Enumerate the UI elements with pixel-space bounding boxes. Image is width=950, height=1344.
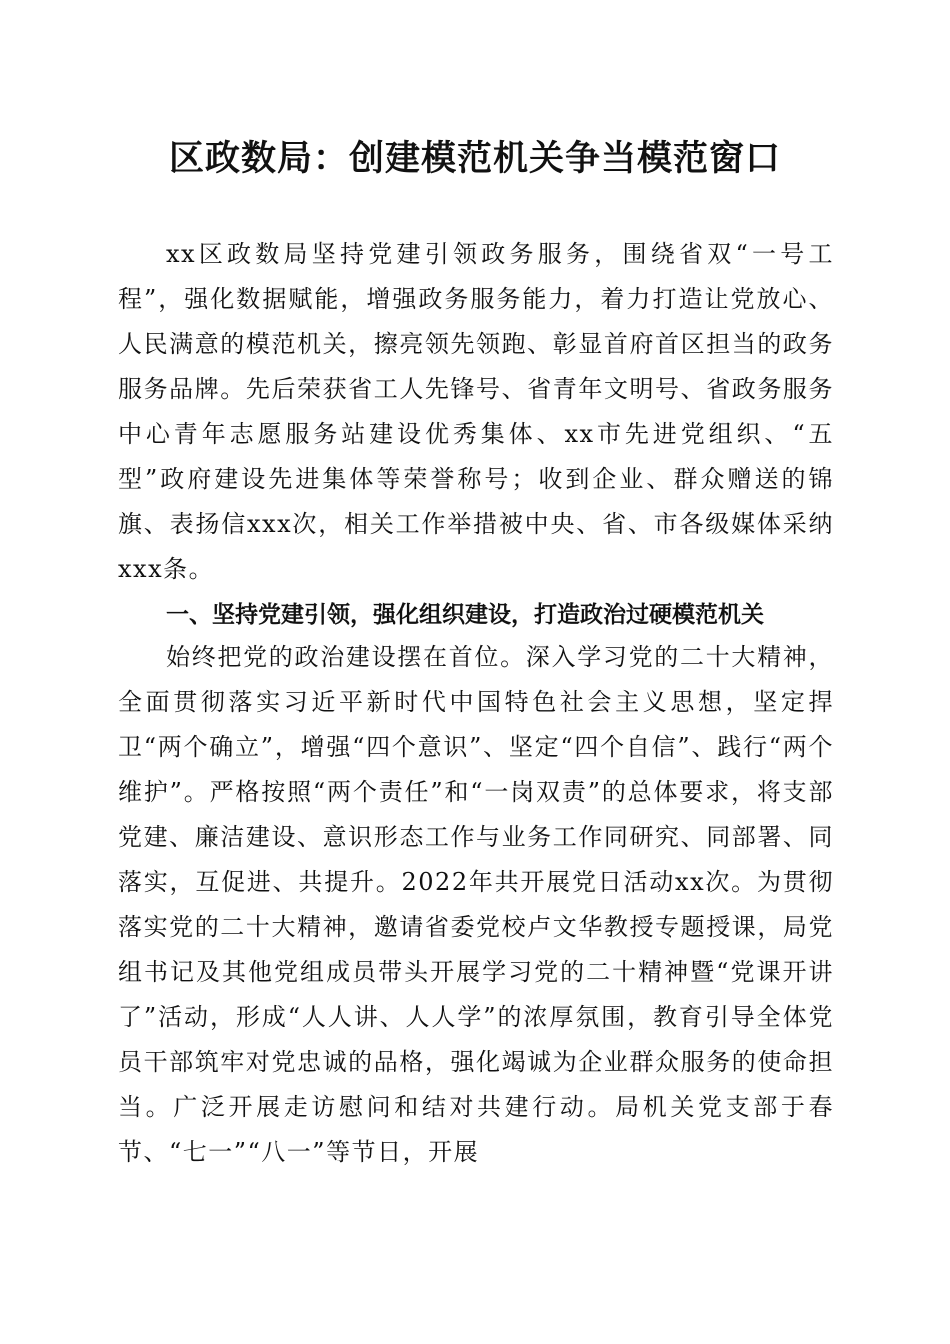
section-heading: 一、坚持党建引领，强化组织建设，打造政治过硬模范机关	[166, 602, 764, 628]
document-title: 区政数局：创建模范机关争当模范窗口	[168, 138, 781, 179]
section-paragraph: 始终把党的政治建设摆在首位。深入学习党的二十大精神，全面贯彻落实习近平新时代中国特色社会主义思想，坚定捍卫“两个确立”，增强“四个意识”、坚定“四个自信”、践行“两个维护”。严格按照“两个责任”和“一岗双责”的总体要求，将支部党建、廉洁建设、意识形态工作与业务工作同研究、同部署、同落实，互促进、共提升。2022年共开展党日活动xx次。为贯彻落实党的二十大精神，邀请省委党校卢文华教授专题授课，局党组书记及其他党组成员带头开展学习党的二十精神暨“党课开讲了”活动，形成“人人讲、人人学”的浓厚氛围，教育引导全体党员干部筑牢对党忠诚的品格，强化竭诚为企业群众服务的使命担当。广泛开展走访慰问和结对共建行动。局机关党支部于春节、“七一”“八一”等节日，开展	[118, 643, 834, 1166]
intro-paragraph: xx区政数局坚持党建引领政务服务，围绕省双“一号工程”，强化数据赋能，增强政务服务能力，着力打造让党放心、人民满意的模范机关，擦亮领先领跑、彰显首府首区担当的政务服务品牌。先后荣获省工人先锋号、省青年文明号、省政务服务中心青年志愿服务站建设优秀集体、xx市先进党组织、“五型”政府建设先进集体等荣誉称号；收到企业、群众赠送的锦旗、表扬信xxx次，相关工作举措被中央、省、市各级媒体采纳xxx条。	[118, 240, 834, 583]
